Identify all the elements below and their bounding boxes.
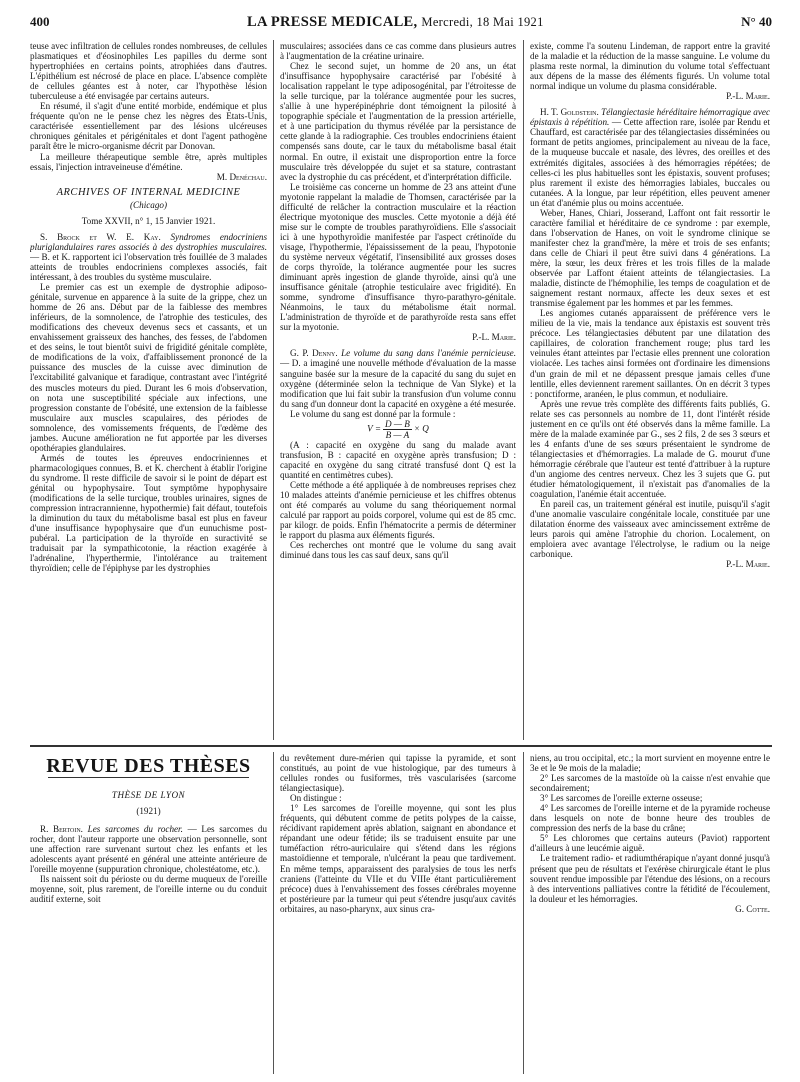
abstract-start	[280, 348, 516, 408]
paragraph: Chez le second sujet, un homme de 20 ans, un état d'insuffisance hypophysaire caractérisé par l'obésité à localisation rappelant le type adiposogénital, par l'étroitesse de la selle turcique, par la tolérance augmentée pour les sucres, s'allie à une hyperépinéphrie dont témoignent la pilosité à topographie spéciale et l'augmentation de la pression artérielle, et à une participation du thymus révélée par la persistance de cette glande à la radiographie. Ces troubles endocriniens étaient compensés sans doute, car le taux du métabolisme basal était normal. En outre, il existait une disproportion entre la force musculaire très développée du sujet et sa stature, contrastant avec la dystrophie du cas précédent, et d'interprétation difficile.	[280, 61, 516, 182]
formula-numerator: D — B	[384, 418, 410, 429]
thesis-title: Les sarcomes du rocher.	[87, 824, 183, 835]
paragraph: La meilleure thérapeutique semble être, après multiples essais, l'injection intraveineuse d'émétine.	[30, 151, 267, 172]
issue-number: N° 40	[741, 14, 772, 29]
paragraph: Le traitement radio- et radiumthérapique n'ayant donné jusqu'à présent que peu de résultats et l'exérèse chirurgicale étant le plus souvent rendue impossible par l'étendue des lésions, on a recours à des interventions palliatives contre la fétidité de l'écoulement, la douleur et les hémorragies.	[530, 853, 770, 904]
journal-name: LA PRESSE MEDICALE,	[246, 14, 418, 30]
section-title: REVUE DES THÈSES	[46, 755, 251, 777]
issue-date: Mercredi, 18 Mai 1921	[421, 15, 544, 29]
paragraph: Armés de toutes les épreuves endocriniennes et pharmacologiques connues, B. et K. cherchent à établir l'origine du syndrome. Il reste difficile de savoir si le point de départ est génital ou hypophysaire. Tout symptôme hypophysaire (modifications de la selle turcique, troubles urinaires, signes de compression intracrannienne, hypothermie) fait défaut, toutefois la diminution du taux du métabolisme basal est plus en faveur d'une insuffisance hypophysaire que d'un eunuchisme post-pubéral. La participation de la thyroïde en suractivité se traduisait par la sympathicotonie, la réaction exagérée à l'adrénaline, l'hyperthermie, l'intolérance au traitement thyroïdien; celle de l'épiphyse par les dystrophies	[30, 452, 267, 574]
signature: P.-L. Marie.	[472, 332, 516, 343]
article-authors: H. T. Goldstein.	[540, 107, 599, 118]
column-4	[30, 753, 267, 1073]
column-rule	[523, 752, 524, 1074]
signature: M. Denéchau.	[216, 171, 267, 182]
column-rule	[523, 40, 524, 740]
abstract-start	[30, 824, 267, 874]
paragraph: 5° Les chloromes que certains auteurs (Paviot) rapportent d'ailleurs à une leucémie aiguë.	[530, 833, 770, 854]
article-text: — B. et K. rapportent ici l'observation très fouillée de 3 malades atteints de troubles endocriniens complexes associés, fait intéressant, à des troubles du système musculaire.	[30, 251, 267, 282]
blood-volume-formula	[280, 419, 516, 440]
column-1	[30, 41, 267, 741]
paragraph: En pareil cas, un traitement général est inutile, puisqu'il s'agit d'une anomalie vasculaire congénitale locale, constituée par une dilatation énorme des vaisseaux avec amincissement extrême de leurs parois qui amène l'atrophie du chorion. Localement, on emploiera avec avantage l'électrolyse, le radium ou la neige carbonique.	[530, 499, 770, 560]
formula-denominator: B — A	[385, 429, 410, 440]
paragraph: Le troisième cas concerne un homme de 23 ans atteint d'une myotonie rappelant la maladie de Thomsen, caractérisée par la difficulté de relâcher la contraction musculaire et la réaction électrique myotonique des muscles. Cette myotonie a déjà été mise sur le compte de troubles parathyroïdiens. Elle s'associait ici à une hypothyroïdie manifestée par l'aspect crétinoïde du visage, l'hypothermie, l'épaississement de la peau, l'hypotonie du système nerveux végétatif, l'insensibilité aux grosses doses de corps thyroïde, la tolérance augmentée pour les sucres diminuant après ingestion de glande thyroïde, ainsi qu'à une insuffisance génitale (atrophie testiculaire avec frigidité). En somme, syndrome d'insuffisance thyro-parathyro-génitale. Néanmoins, le taux du métabolisme était normal. L'administration de thyroïde et de parathyroïde resta sans effet sur la myotonie.	[280, 181, 516, 333]
article-title: Télangiectasie héréditaire hémorragique avec épistaxis à répétition.	[530, 107, 770, 128]
paragraph: Weber, Hanes, Chiari, Josserand, Laffont ont fait ressortir le caractère familial et héréditaire de ce syndrome : par exemple, dans l'observation de Hanes, on voit le syndrome clinique se manifester chez la grand'mère, la mère et trois de ses enfants; dans celle de Chiari il peut être suivi dans 4 générations. La mère, la sœur, les deux frères et les trois filles de la malade observée par Laffont étaient atteints de télangiectasies. La maladie, distincte de l'hémophilie, les temps de coagulation et de saignement restant normaux, affecte les deux sexes et est transmise également par les hommes et par les femmes.	[530, 207, 770, 309]
paragraph: Les angiomes cutanés apparaissent de préférence vers le milieu de la vie, mais la tendance aux épistaxis est souvent très précoce. Les télangiectasies débutent par une dilatation des capillaires, de coloration franchement rouge; plus tard les veinules étant atteintes par l'ectasie elles prennent une coloration violacée. Les taches ainsi formées ont d'ordinaire les dimensions d'un grain de mil et ne dépassent presque jamais celles d'une lentille, elles deviennent rarement saillantes. On en décrit 3 types : ponctiforme, aranéen, le plus commun, et noduliaire.	[530, 308, 770, 399]
paragraph: (A : capacité en oxygène du sang du malade avant transfusion, B : capacité en oxygène après transfusion; D : capacité en oxygène du sang citraté transfusé dont Q est la quantité en centimètres cubes).	[280, 439, 516, 480]
article-title: Syndromes endocriniens pluriglandulaires rares associés à des dystrophies musculaires.	[30, 231, 267, 252]
thesis-text: — Les sarcomes du rocher, dont l'auteur rapporte une observation personnelle, sont une affection rare survenant surtout chez les enfants et les adolescents ayant présenté en général une atteinte antérieure de l'oreille moyenne (suppuration chronique, cholestéatome, etc.).	[30, 824, 267, 875]
paragraph: Le volume du sang est donné par la formule :	[290, 408, 456, 419]
paragraph: On distingue :	[290, 793, 342, 804]
paragraph: Cette méthode a été appliquée à de nombreuses reprises chez 10 malades atteints d'anémie pernicieuse et les chiffres obtenus ont été comparés au volume du sang théoriquement normal calculé par rapport au poids corporel, volume qui est de 85 cmc. par kilogr. de poids. Enfin l'hématocrite a permis de déterminer le rapport du plasma aux éléments figurés.	[280, 480, 516, 541]
journal-city: (Chicago)	[130, 199, 167, 210]
article-authors: S. Brock et W. E. Kay.	[40, 231, 161, 242]
thesis-year: (1921)	[136, 806, 161, 817]
paragraph: Le premier cas est un exemple de dystrophie adiposo-génitale, survenue en apparence à la suite de la grippe, chez un homme de 26 ans. Début par de la faiblesse des membres inférieurs, de la somnolence, de l'atrophie des testicules, des modifications des cheveux devenus secs et cassants, et un envahissement graisseux des hanches, des fesses, de l'abdomen et des seins, le tout bientôt suivi de frigidité génitale complète, de modifications de la voix, d'affaiblissement prononcé de la puissance des muscles de la cuisse avec diminution de l'excitabilité galvanique et faradique, contrastant avec l'intégrité des muscles moteurs du pied. Durant les 6 mois d'observation, on nota une susceptibilité spéciale aux infections, une progression constante de l'obésité, une extension de la faiblesse musculaire aux muscles scapulaires, des périodes de somnolence, des vomissements fréquents, de l'œdème des jambes. Aucune amélioration ne fut apportée par les diverses opothérapies glandulaires.	[30, 282, 267, 453]
journal-volume: Tome XXVII, n° 1, 15 Janvier 1921.	[81, 215, 216, 226]
journal-title	[247, 14, 544, 31]
paragraph: du revêtement dure-mérien qui tapisse la pyramide, et sont constitués, au point de vue histologique, par des tumeurs à cellules rondes ou fusiformes, très vascularisées (sarcome télangiectasique).	[280, 753, 516, 794]
column-2	[280, 41, 516, 741]
article-authors: G. P. Denny.	[290, 348, 338, 359]
paragraph: 2° Les sarcomes de la mastoïde où la caisse n'est envahie que secondairement;	[530, 773, 770, 794]
formula-rhs: × Q	[413, 423, 429, 434]
article-text: — D. a imaginé une nouvelle méthode d'évaluation de la masse sanguine basée sur la mesure de la capacité du sang du sujet en oxygène (déterminée selon la technique de Van Slyke) et la modification que lui fait subir la transfusion d'un volume connu du sang d'un donneur dont la capacité en oxygène a été mesurée.	[280, 358, 516, 409]
paragraph: Ils naissent soit du périoste ou du derme muqueux de l'oreille moyenne, soit, plus rarement, de l'oreille interne ou du conduit auditif externe, soit	[30, 874, 267, 905]
paragraph: 4° Les sarcomes de l'oreille interne et de la pyramide rocheuse dans lesquels on note de bonne heure des troubles de compression des nerfs de la base du crâne;	[530, 803, 770, 834]
paragraph: teuse avec infiltration de cellules rondes nombreuses, de cellules plasmatiques et d'éosinophiles Les papilles du derme sont hypertrophiées en certains points, atrophiées dans d'autres. L'épithélium est nécrosé de place en place. L'absence complète de cellules géantes est à noter, car l'hypothèse lésion tuberculeuse a été envisagée par certains auteurs.	[30, 41, 267, 102]
paragraph: 1° Les sarcomes de l'oreille moyenne, qui sont les plus fréquents, qui débutent comme de petits polypes de la caisse, récidivant rapidement après ablation, saignant en abondance et répandant une odeur fétide; ils se traduisent ensuite par une tuméfaction rétro-auriculaire qui s'étend dans les régions mastoïdienne et temporale, n'ulcérant la peau que tardivement. En même temps, apparaissent des paralysies de tous les nerfs craniens (l'atteinte du VIIe et du VIIIe étant particulièrement précoce) dues à l'envahissement des fosses cérébrales moyenne et postérieure par la tumeur qui peut s'étendre jusqu'aux cavités orbitaires, au naso-pharynx, aux sinus cra-	[280, 803, 516, 914]
signature: P.-L. Marie.	[726, 559, 770, 570]
column-rule	[273, 40, 274, 740]
signature: G. Cotte.	[735, 903, 770, 914]
abstract-start	[30, 232, 267, 282]
section-rule	[30, 745, 772, 747]
running-header	[30, 14, 772, 34]
thesis-author: R. Bertoin.	[40, 824, 83, 835]
title-rule	[48, 777, 249, 778]
paragraph: 3° Les sarcomes de l'oreille externe osseuse;	[540, 793, 703, 804]
paragraph: Après une revue très complète des différents faits publiés, G. relate ses cas personnels au nombre de 11, dont l'intérêt réside justement en ce qu'ils ont été observés dans la même famille. La mère de la malade examinée par G., ses 2 fils, 2 de ses 3 sœurs et les 4 enfants d'une de ses sœurs présentaient le syndrome de télangiectasies et d'hémorragies. La malade de G. mourut d'une hémorragie cérébrale que l'auteur est tenté d'attribuer à la rupture d'un angiome des centres nerveux. Chez les 3 sujets que G. put étudier hématologiquement, il n'existait pas d'anomalies de la coagulation, l'anémie était accentuée.	[530, 398, 770, 500]
article-title: Le volume du sang dans l'anémie pernicieuse.	[341, 348, 516, 359]
column-rule	[273, 752, 274, 1074]
paragraph: Ces recherches ont montré que le volume du sang avait diminué dans tous les cas sauf deux, sans qu'il	[280, 540, 516, 561]
formula-fraction	[383, 419, 412, 440]
thesis-heading: THÈSE DE LYON	[111, 790, 186, 801]
column-3	[530, 41, 770, 741]
article-text: — Cette affection rare, isolée par Rendu et Chauffard, est caractérisée par des télangiectasies disséminées ou formant de petits angiomes, principalement au niveau de la face, de la muqueuse buccale et nasale, des lèvres, des oreilles et des extrémités digitales, associées à des hémorragies répétées; de celles-ci les plus habituelles sont les épistaxis, souvent profuses; plus rarement il existe des hémorragies labiales, buccales ou cutanées. A la longue, par leur répétition, elles peuvent amener un état d'anémie plus ou moins accentuée.	[530, 117, 770, 208]
signature: P.-L. Marie.	[726, 91, 770, 102]
paragraph: niens, au trou occipital, etc.; la mort survient en moyenne entre le 3e et le 9e mois de la maladie;	[530, 753, 770, 774]
page-number: 400	[30, 14, 50, 29]
journal-heading: ARCHIVES OF INTERNAL MEDICINE	[56, 186, 241, 198]
paragraph: musculaires; associées dans ce cas comme dans plusieurs autres à l'augmentation de la créatine urinaire.	[280, 41, 516, 62]
column-5	[280, 753, 516, 1073]
abstract-start	[530, 107, 770, 207]
column-6	[530, 753, 770, 1073]
formula-lhs: V =	[367, 423, 381, 434]
paragraph: En résumé, il s'agit d'une entité morbide, endémique et plus fréquente qu'on ne le pense chez les nègres des Etats-Unis, caractérisée essentiellement par des lésions ulcéreuses chroniques génitales et périgénitales et dont l'agent pathogène paraît être le micro-organisme décrit par Donovan.	[30, 101, 267, 152]
paragraph: existe, comme l'a soutenu Lindeman, de rapport entre la gravité de la maladie et la réduction de la masse sanguine. Le volume du plasma reste normal, la diminution du volume total s'effectuant aux dépens de la masse des éléments figurés. Un volume total normal indique un volume du plasma considérable.	[530, 41, 770, 92]
